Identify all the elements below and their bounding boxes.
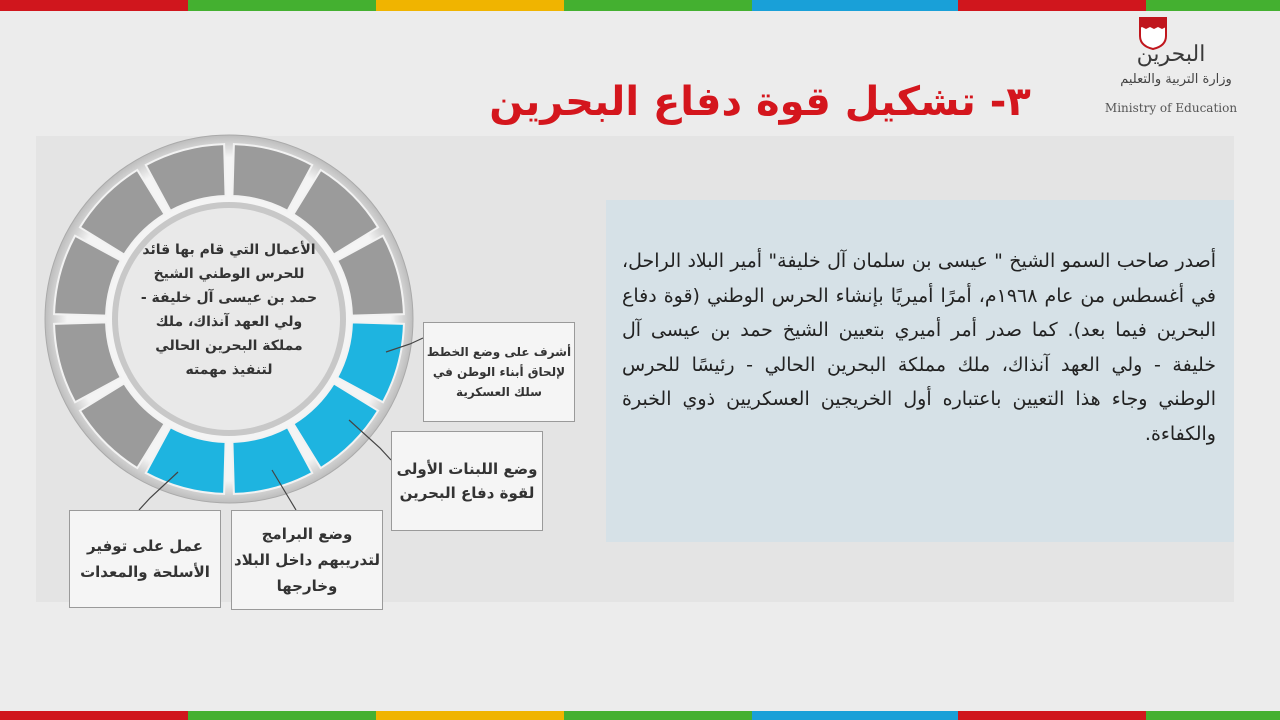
callout-training-programs [231,510,383,610]
diagram-center-text: الأعمال التي قام بها قائد للحرس الوطني الشيخ حمد بن عيسى آل خليفة - ولي العهد آنذاك، ملك مملكة البحرين الحالي لتنفيذ مهمته [140,242,318,378]
logo-arabic-name: البحرين [1136,42,1206,67]
color-segment [958,711,1146,720]
color-segment [958,0,1146,11]
callout-text: أشرف على وضع الخطط لإلحاق أبناء الوطن في سلك العسكرية [426,345,572,399]
callout-text: عمل على توفير الأسلحة والمعدات [80,537,210,581]
ministry-logo [1096,14,1256,124]
logo-ministry-arabic: وزارة التربية والتعليم [1120,72,1232,87]
callout-foundations [391,431,543,531]
body-text: أصدر صاحب السمو الشيخ " عيسى بن سلمان آل خليفة" أمير البلاد الراحل، في أغسطس من عام ١٩٦٨م، أمرًا أميريًا بإنشاء الحرس الوطني (قوة دفاع البحرين فيما بعد). كما صدر أمر أميري بتعيين الشيخ حمد بن عيسى آل خليفة - ولي العهد آنذاك، ملك مملكة البحرين الحالي - رئيسًا للحرس الوطني وجاء هذا التعيين باعتباره أول الخريجين العسكريين ذوي الخبرة والكفاءة. [622,250,1216,445]
callout-weapons-equipment [69,510,221,608]
color-segment [1146,0,1280,11]
body-text-box [606,200,1234,542]
color-segment [1146,711,1280,720]
logo-ministry-english: Ministry of Education [1104,101,1238,115]
slide-title: ٣- تشكيل قوة دفاع البحرين [489,79,1031,125]
callout-plans [423,322,575,422]
callout-text: وضع اللبنات الأولى لقوة دفاع البحرين [396,460,538,502]
color-segment [752,711,958,720]
color-segment [752,0,958,11]
callout-text: وضع البرامج لتدريبهم داخل البلاد وخارجها [234,525,380,595]
